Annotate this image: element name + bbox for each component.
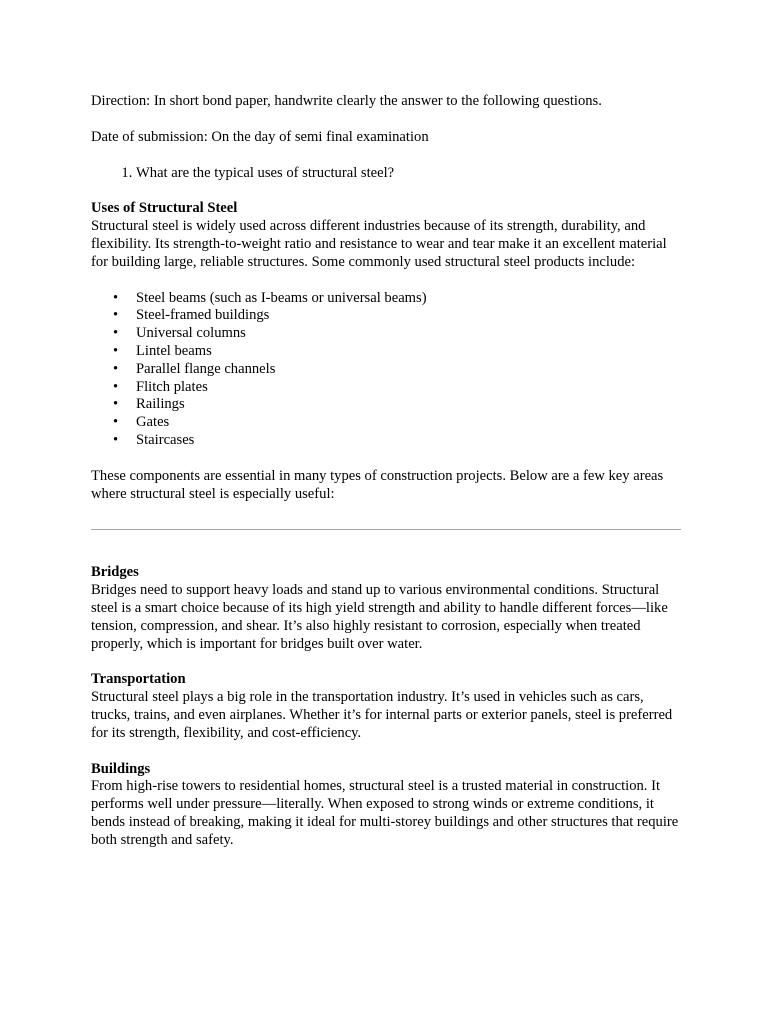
bullet-icon: •	[113, 414, 119, 431]
submission-date-text: Date of submission: On the day of semi final examination	[91, 128, 429, 145]
list-item	[91, 379, 681, 397]
bullet-icon: •	[113, 396, 119, 413]
document-content	[91, 93, 681, 850]
bridges-body: Bridges need to support heavy loads and stand up to various environmental conditions. Structural steel is a smart choice because of its high yield strength and ability to handle different forces—like tension, compression, and shear. It’s also highly resistant to corrosion, especially when treated properly, which is important for bridges built over water.	[91, 582, 668, 652]
list-item	[91, 307, 681, 325]
transportation-body: Structural steel plays a big role in the transportation industry. It’s used in vehicles such as cars, trucks, trains, and even airplanes. Whether it’s for internal parts or exterior panels, steel is preferred for its strength, flexibility, and cost-efficiency.	[91, 689, 673, 741]
buildings-body: From high-rise towers to residential homes, structural steel is a trusted material in construction. It performs well under pressure—literally. When exposed to strong winds or extreme conditions, it bends instead of breaking, making it ideal for multi-storey buildings and other structures that require both strength and safety.	[91, 778, 679, 848]
transportation-section	[91, 671, 681, 742]
list-item	[91, 343, 681, 361]
question-item: 1. What are the typical uses of structural steel?	[136, 165, 681, 183]
buildings-section	[91, 761, 681, 850]
list-item-text: Staircases	[136, 431, 195, 448]
bullet-icon: •	[113, 289, 119, 306]
bridges-section	[91, 564, 681, 653]
list-item-text: Steel-framed buildings	[136, 307, 270, 324]
question-list	[91, 165, 681, 183]
list-item-text: Flitch plates	[136, 378, 208, 395]
list-item	[91, 396, 681, 414]
transportation-heading: Transportation	[91, 671, 186, 688]
list-item	[91, 325, 681, 343]
list-item	[91, 414, 681, 432]
bullet-icon: •	[113, 378, 119, 395]
uses-heading: Uses of Structural Steel	[91, 200, 238, 217]
list-item-text: Steel beams (such as I-beams or universal beams)	[136, 289, 427, 306]
bullet-icon: •	[113, 431, 119, 448]
list-item	[91, 432, 681, 450]
section-divider	[91, 529, 681, 530]
list-item-text: Parallel flange channels	[136, 360, 276, 377]
bullet-icon: •	[113, 360, 119, 377]
list-item-text: Universal columns	[136, 325, 246, 342]
uses-outro: These components are essential in many types of construction projects. Below are a few key areas where structural steel is especially useful:	[91, 467, 664, 502]
list-item	[91, 361, 681, 379]
bullet-icon: •	[113, 325, 119, 342]
bullet-icon: •	[113, 307, 119, 324]
list-item-text: Railings	[136, 396, 185, 413]
direction-text: Direction: In short bond paper, handwrite clearly the answer to the following questions.	[91, 93, 602, 109]
uses-intro: Structural steel is widely used across different industries because of its strength, durability, and flexibility. Its strength-to-weight ratio and resistance to wear and tear make it an excellent material for building large, reliable structures. Some commonly used structural steel products include:	[91, 218, 667, 270]
bullet-icon: •	[113, 342, 119, 359]
list-item-text: Gates	[136, 414, 170, 431]
bridges-heading: Bridges	[91, 564, 139, 581]
list-item	[91, 290, 681, 308]
list-item-text: Lintel beams	[136, 342, 212, 359]
buildings-heading: Buildings	[91, 760, 151, 777]
uses-list	[91, 290, 681, 450]
